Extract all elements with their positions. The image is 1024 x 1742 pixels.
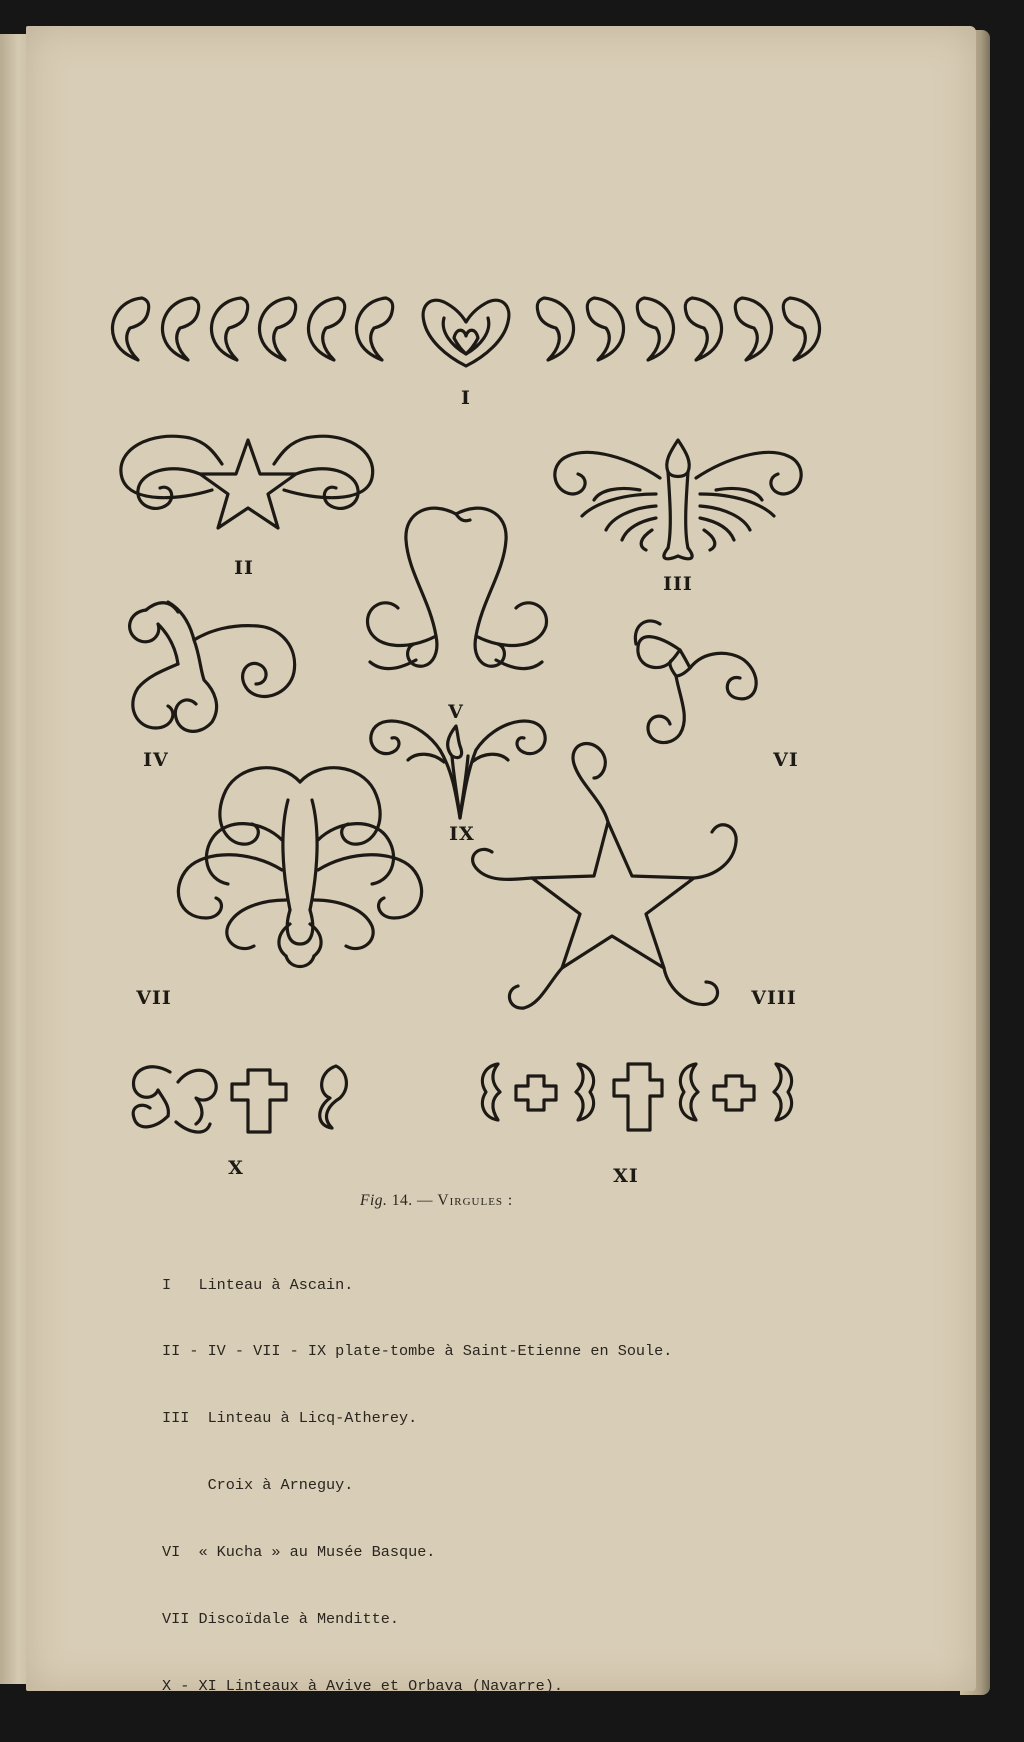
figure-vi-triskele <box>635 621 756 743</box>
legend-line: III Linteau à Licq-Atherey. <box>162 1409 418 1428</box>
figure-v-heart-scrolls <box>368 508 547 668</box>
label-xi: XI <box>613 1165 639 1187</box>
figure-vii-large-fleur <box>178 768 421 967</box>
figure-legend <box>162 1229 762 1742</box>
label-x: X <box>228 1157 244 1179</box>
legend-line: I Linteau à Ascain. <box>162 1275 354 1294</box>
label-ii: II <box>234 557 254 579</box>
legend-line: VII Discoïdale à Menditte. <box>162 1610 399 1629</box>
figure-xi-braces-crosses <box>482 1064 791 1130</box>
label-i: I <box>461 387 471 409</box>
figure-viii-hooked-star <box>473 743 737 1008</box>
caption-number: 14. — <box>391 1192 434 1209</box>
figure-ix-fleur-de-lis <box>371 721 545 818</box>
figure-iv-hooked-scroll <box>130 602 295 731</box>
label-vi: VI <box>773 749 799 771</box>
caption-fig: Fig. <box>360 1192 388 1209</box>
legend-line: VI « Kucha » au Musée Basque. <box>162 1543 436 1562</box>
legend-line: Croix à Arneguy. <box>162 1476 354 1495</box>
figure-x-scroll-cross-comma <box>133 1066 346 1132</box>
figure-iii-fleur-scrolls <box>555 440 801 559</box>
label-iii: III <box>663 573 693 595</box>
figure-i-commas-right <box>537 298 819 360</box>
figure-i-commas-left <box>112 298 392 360</box>
figure-caption <box>360 1192 760 1210</box>
figure-ii-star-scrolls <box>121 436 373 528</box>
figure-i-heart-center <box>423 300 509 366</box>
legend-line: II - IV - VII - IX plate-tombe à Saint-Etienne en Soule. <box>162 1342 673 1361</box>
label-viii: VIII <box>751 987 797 1009</box>
legend-line: X - XI Linteaux à Avive et Orbava (Navarre). <box>162 1676 564 1695</box>
label-ix: IX <box>449 823 475 845</box>
caption-title: Virgules : <box>437 1192 514 1209</box>
label-vii: VII <box>136 987 172 1009</box>
label-v: V <box>448 701 464 723</box>
label-iv: IV <box>143 749 169 771</box>
